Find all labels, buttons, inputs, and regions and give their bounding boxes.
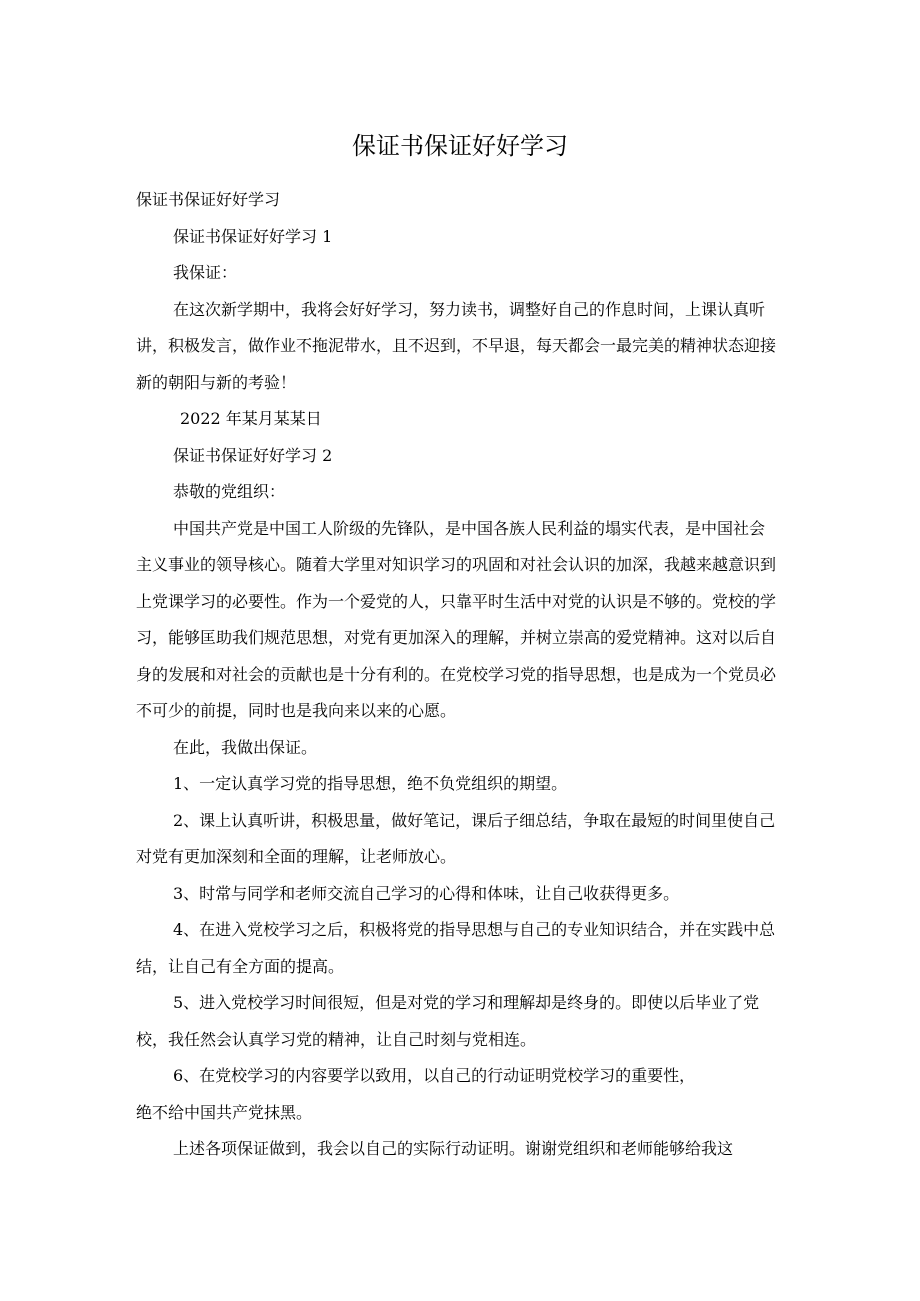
salutation-2: 恭敬的党组织： [173,482,286,501]
pledge-item-1: 1、一定认真学习党的指导思想，绝不负党组织的期望。 [173,774,568,793]
document-body [136,182,778,1168]
pledge-item-6: 6、在党校学习的内容要学以致用，以自己的行动证明党校学习的重要性， [173,1066,696,1085]
intro-paragraph: 中国共产党是中国工人阶级的先锋队，是中国各族人民利益的塌实代表，是中国社会主义事业的领导核心。随着大学里对知识学习的巩固和对社会认识的加深，我越来越意识到上党课学习的必要性。作为一个爱党的人，只靠平时生活中对党的认识是不够的。党校的学习，能够匡助我们规范思想，对党有更加深入的理解，并树立崇高的爱党精神。这对以后自身的发展和对社会的贡献也是十分有利的。在党校学习党的指导思想，也是成为一个党员必不可少的前提，同时也是我向来以来的心愿。 [136,518,777,720]
pledge-item-6-continued: 绝不给中国共产党抹黑。 [136,1102,313,1122]
date-line: 2022 年某月某某日 [180,409,322,428]
pledge-paragraph-1: 在这次新学期中，我将会好好学习，努力读书，调整好自己的作息时间，上课认真听讲，积极发言，做作业不拖泥带水，且不迟到，不早退，每天都会一最完美的精神状态迎接新的朝阳与新的考验！ [136,299,777,392]
subtitle-line: 保证书保证好好学习 [136,190,281,209]
salutation-1: 我保证： [173,263,238,282]
closing-paragraph: 上述各项保证做到，我会以自己的实际行动证明。谢谢党组织和老师能够给我这 [173,1139,734,1158]
pledge-item-2: 2、课上认真听讲，积极思量，做好笔记，课后子细总结，争取在最短的时间里使自己对党有更加深刻和全面的理解，让老师放心。 [136,810,776,866]
pledge-intro: 在此，我做出保证。 [173,737,318,757]
pledge-item-5: 5、进入党校学习时间很短，但是对党的学习和理解却是终身的。即使以后毕业了党校，我任然会认真学习党的精神，让自己时刻与党相连。 [136,993,760,1049]
section-heading-1: 保证书保证好好学习 1 [173,226,333,246]
section-heading-2: 保证书保证好好学习 2 [173,445,333,465]
pledge-item-4: 4、在进入党校学习之后，积极将党的指导思想与自己的专业知识结合，并在实践中总结，让自己有全方面的提高。 [136,920,776,976]
document-title: 保证书保证好好学习 [352,132,568,160]
pledge-item-3: 3、时常与同学和老师交流自己学习的心得和体味，让自己收获得更多。 [173,883,680,903]
